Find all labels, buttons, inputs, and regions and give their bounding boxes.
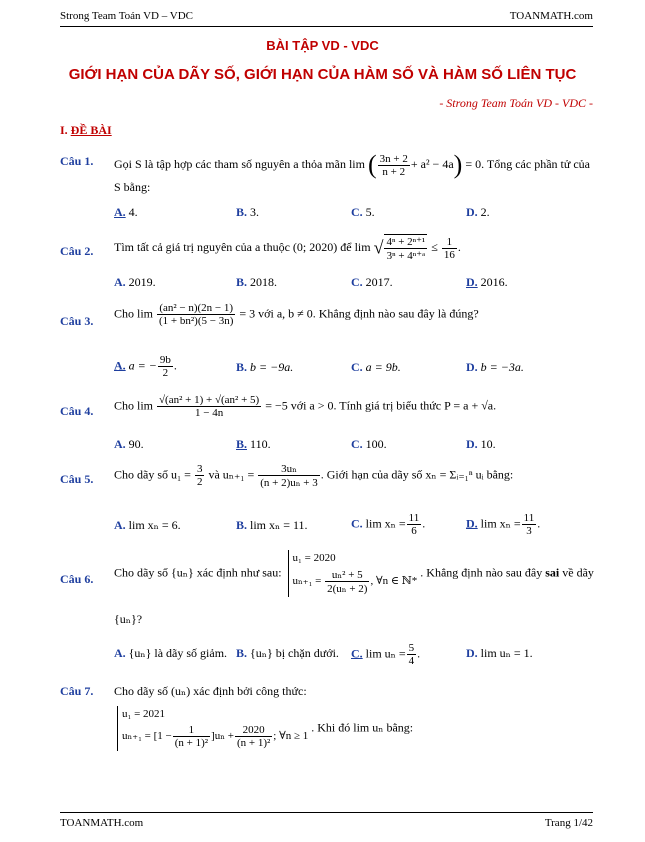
section-heading xyxy=(60,123,112,138)
question-label: Câu 2. xyxy=(60,244,94,258)
question-1 xyxy=(60,150,605,220)
option-c[interactable]: C. lim xₙ = $\frac{11}{6}$ . xyxy=(351,512,426,537)
question-text: Gọi S là tập hợp các tham số nguyên a thỏa mãn lim ( $\frac{3n + 2}{n + 2}$ + a² − 4a) = 0. Tổng các phần tử của xyxy=(114,150,591,179)
option-a[interactable]: A. 2019. xyxy=(114,275,156,289)
q7-system-wrap: u₁ = 2021 uₙ₊₁ = [1 − $\frac{1}{\text{(n + 1)²}}$ ]uₙ + $\frac{2020}{\text{(n + 1)²}}$ ; ∀n ≥ 1 . Khi đó lim uₙ bằng: xyxy=(114,706,605,751)
q7-text-a: Cho dãy số (uₙ) xác định bởi công thức: xyxy=(114,684,307,698)
page-header xyxy=(60,10,593,27)
q7-system: u₁ = 2021 uₙ₊₁ = [1 − $\frac{1}{\text{(n + 1)²}}$ ]uₙ + $\frac{2020}{\text{(n + 1)²}}$ ; ∀n ≥ 1 xyxy=(117,706,308,751)
doc-credit: - Strong Team Toán VD - VDC - xyxy=(439,96,593,110)
option-c[interactable]: C. 100. xyxy=(351,437,387,451)
question-2 xyxy=(60,234,605,294)
question-6 xyxy=(60,550,605,670)
page-number: Trang 1/42 xyxy=(544,817,593,829)
section-number: I. xyxy=(60,123,68,137)
option-c[interactable]: C. 5. xyxy=(351,205,375,219)
question-label: Câu 7. xyxy=(60,684,94,698)
option-b[interactable]: B. b = −9a. xyxy=(236,360,294,374)
question-text: Cho lim $\frac{\text{(an² − n)(2n − 1)}}{\text{(1 + bn²)(5 − 3n)}}$ = 3 với a, b ≠ 0. Khẳng định nào sau đây là đúng? xyxy=(114,302,479,327)
option-b[interactable]: B. {uₙ} bị chặn dưới. xyxy=(236,646,339,660)
option-b[interactable]: B. 2018. xyxy=(236,275,278,289)
header-right: TOANMATH.com xyxy=(509,10,593,22)
option-d[interactable]: D. 2. xyxy=(466,205,490,219)
q2-radical: $\frac{\text{4ⁿ + 2ⁿ⁺¹}}{\text{3ⁿ + 4ⁿ⁺ᵃ}}$ xyxy=(386,236,426,262)
doc-subtitle: GIỚI HẠN CỦA DÃY SỐ, GIỚI HẠN CỦA HÀM SỐ VÀ HÀM SỐ LIÊN TỤC xyxy=(68,66,577,83)
q1-text-a: Gọi S là tập hợp các tham số nguyên a thỏa mãn lim xyxy=(114,156,365,171)
option-a[interactable]: A. 4. xyxy=(114,205,138,219)
option-b[interactable]: B. 110. xyxy=(236,437,271,451)
question-label: Câu 3. xyxy=(60,314,94,328)
option-d[interactable]: D. lim uₙ = 1. xyxy=(466,646,533,660)
question-label: Câu 4. xyxy=(60,404,94,418)
header-left: Strong Team Toán VD – VDC xyxy=(60,10,194,22)
question-4 xyxy=(60,394,605,456)
question-text: Cho dãy số u₁ = $\frac{3}{2}$ và uₙ₊₁ = $\frac{\text{3uₙ}}{\text{(n + 2)uₙ + 3}}$ . Giới hạn của dãy số xₙ = Σᵢ₌₁ⁿ uᵢ bằng: xyxy=(114,463,514,489)
option-a[interactable]: A. {uₙ} là dãy số giảm. xyxy=(114,646,228,660)
option-d[interactable]: D. 2016. xyxy=(466,275,508,289)
footer-left: TOANMATH.com xyxy=(60,817,144,829)
option-b[interactable]: B. lim xₙ = 11. xyxy=(236,518,308,532)
option-c[interactable]: C. lim uₙ = $\frac{5}{4}$ . xyxy=(351,642,421,667)
option-a[interactable]: A. 90. xyxy=(114,437,144,451)
q1-fraction: $\frac{3n + 2}{n + 2}$ xyxy=(379,152,408,178)
option-d[interactable]: D. b = −3a. xyxy=(466,360,524,374)
doc-title: BÀI TẬP VD - VDC xyxy=(266,38,379,53)
question-label: Câu 1. xyxy=(60,154,94,168)
question-7 xyxy=(60,682,605,782)
question-label: Câu 5. xyxy=(60,472,94,486)
question-text: Tìm tất cả giá trị nguyên của a thuộc (0; 2020) để lim √ $\frac{\text{4ⁿ + 2ⁿ⁺¹}}{\text{3ⁿ + 4ⁿ⁺ᵃ}}$ ≤ $\frac{1}{16}$ . xyxy=(114,235,461,262)
q6-system: u₁ = 2020 uₙ₊₁ = $\frac{\text{uₙ² + 5}}{\text{2(uₙ + 2)}}$ , ∀n ∈ ℕ* xyxy=(288,550,418,597)
question-text: Cho lim $\frac{\text{√(an² + 1) + √(an² + 5)}}{1 - 4n}$ = −5 với a > 0. Tính giá trị biểu thức P = a + √a. xyxy=(114,394,497,419)
option-a[interactable]: A. a = − $\frac{9b}{2}$ . xyxy=(114,354,177,379)
page-footer xyxy=(60,812,593,832)
option-d[interactable]: D. 10. xyxy=(466,437,496,451)
question-3 xyxy=(60,302,605,380)
section-label: ĐỀ BÀI xyxy=(70,123,112,137)
q1-text-d: S bằng: xyxy=(114,180,151,194)
question-text: Cho dãy số {uₙ} xác định như sau: u₁ = 2020 uₙ₊₁ = $\frac{\text{uₙ² + 5}}{\text{2(uₙ + 2)}}$ , ∀n ∈ ℕ* . Khẳng định nào sau đây sai về dãy xyxy=(114,552,594,595)
q6-text-d: {uₙ}? xyxy=(114,612,143,626)
option-c[interactable]: C. 2017. xyxy=(351,275,393,289)
option-b[interactable]: B. 3. xyxy=(236,205,260,219)
question-label: Câu 6. xyxy=(60,572,94,586)
option-d[interactable]: D. lim xₙ = $\frac{11}{3}$ . xyxy=(466,512,541,537)
option-c[interactable]: C. a = 9b. xyxy=(351,360,401,374)
option-a[interactable]: A. lim xₙ = 6. xyxy=(114,518,181,532)
question-5 xyxy=(60,462,605,542)
